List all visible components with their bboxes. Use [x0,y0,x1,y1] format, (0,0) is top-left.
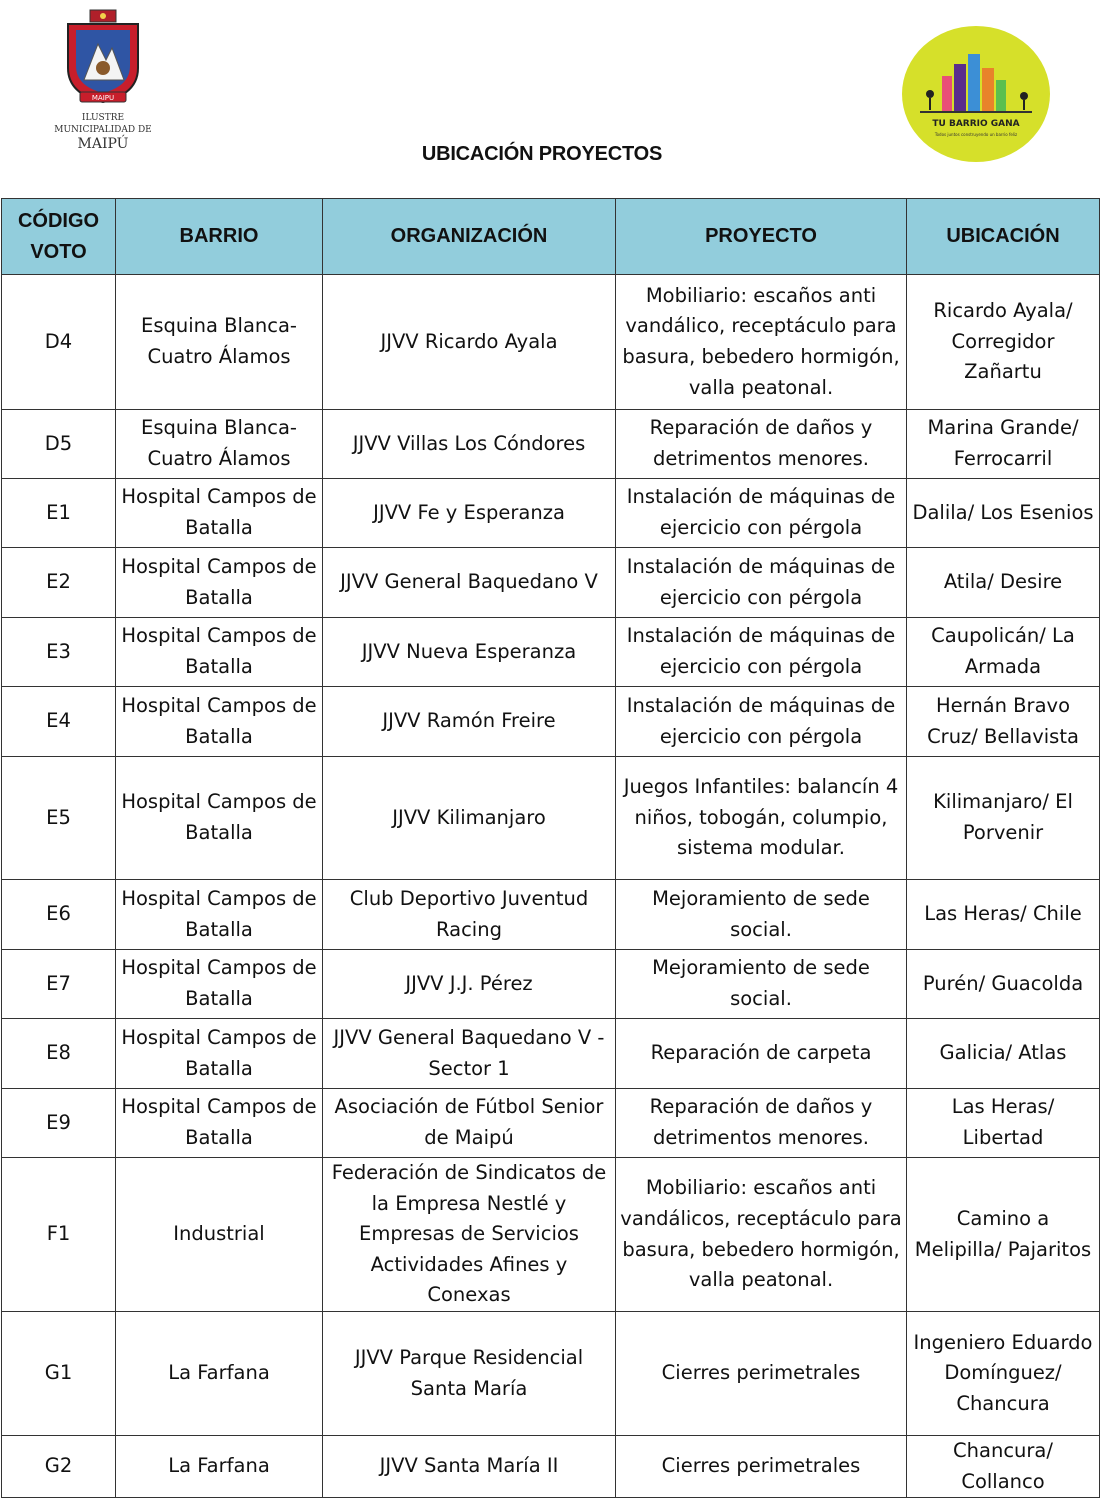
column-header-codigo: CÓDIGO VOTO [2,199,116,275]
cell-codigo: E5 [2,757,116,880]
cell-organizacion: JJVV General Baquedano V [323,548,616,618]
column-header-ubicacion: UBICACIÓN [907,199,1100,275]
table-row [2,1312,1100,1436]
cell-proyecto: Reparación de daños y detrimentos menores. [616,1089,907,1158]
svg-text:MAIPU: MAIPU [91,94,115,102]
column-header-barrio: BARRIO [116,199,323,275]
cell-barrio: La Farfana [116,1436,323,1498]
cell-organizacion: JJVV Fe y Esperanza [323,479,616,548]
cell-barrio: Industrial [116,1158,323,1312]
cell-barrio: La Farfana [116,1312,323,1436]
cell-proyecto: Reparación de daños y detrimentos menores. [616,410,907,479]
cell-proyecto: Instalación de máquinas de ejercicio con pérgola [616,479,907,548]
table-row [2,548,1100,618]
cell-codigo: E3 [2,618,116,687]
cell-ubicacion: Kilimanjaro/ El Porvenir [907,757,1100,880]
municipal-coat-of-arms-icon [48,8,158,153]
table-row [2,479,1100,548]
cell-codigo: E7 [2,950,116,1019]
cell-barrio: Hospital Campos de Batalla [116,618,323,687]
cell-proyecto: Juegos Infantiles: balancín 4 niños, tobogán, columpio, sistema modular. [616,757,907,880]
cell-proyecto: Instalación de máquinas de ejercicio con pérgola [616,618,907,687]
cell-proyecto: Mejoramiento de sede social. [616,880,907,950]
cell-organizacion: JJVV Santa María II [323,1436,616,1498]
table-row [2,275,1100,410]
cell-barrio: Hospital Campos de Batalla [116,950,323,1019]
cell-proyecto: Mobiliario: escaños anti vandálico, receptáculo para basura, bebedero hormigón, valla peatonal. [616,275,907,410]
cell-codigo: E1 [2,479,116,548]
cell-ubicacion: Las Heras/ Libertad [907,1089,1100,1158]
cell-ubicacion: Atila/ Desire [907,548,1100,618]
cell-codigo: E2 [2,548,116,618]
column-header-proyecto: PROYECTO [616,199,907,275]
cell-ubicacion: Hernán Bravo Cruz/ Bellavista [907,687,1100,757]
cell-proyecto: Cierres perimetrales [616,1312,907,1436]
svg-text:MUNICIPALIDAD DE: MUNICIPALIDAD DE [54,125,152,135]
cell-barrio: Hospital Campos de Batalla [116,548,323,618]
cell-codigo: E8 [2,1019,116,1089]
cell-barrio: Hospital Campos de Batalla [116,479,323,548]
table-header-row [2,199,1100,275]
cell-ubicacion: Dalila/ Los Esenios [907,479,1100,548]
cell-barrio: Hospital Campos de Batalla [116,1089,323,1158]
cell-ubicacion: Marina Grande/ Ferrocarril [907,410,1100,479]
cell-codigo: F1 [2,1158,116,1312]
table-row [2,1158,1100,1312]
cell-organizacion: Asociación de Fútbol Senior de Maipú [323,1089,616,1158]
cell-ubicacion: Ingeniero Eduardo Domínguez/ Chancura [907,1312,1100,1436]
cell-ubicacion: Purén/ Guacolda [907,950,1100,1019]
cell-organizacion: JJVV Ramón Freire [323,687,616,757]
cell-organizacion: Federación de Sindicatos de la Empresa Nestlé y Empresas de Servicios Actividades Afines y Conexas [323,1158,616,1312]
cell-barrio: Hospital Campos de Batalla [116,880,323,950]
cell-proyecto: Mobiliario: escaños anti vandálicos, receptáculo para basura, bebedero hormigón, valla peatonal. [616,1158,907,1312]
cell-organizacion: JJVV J.J. Pérez [323,950,616,1019]
table-row [2,1089,1100,1158]
cell-proyecto: Instalación de máquinas de ejercicio con pérgola [616,687,907,757]
page-title: UBICACIÓN PROYECTOS [421,143,663,165]
table-row [2,950,1100,1019]
cell-barrio: Hospital Campos de Batalla [116,687,323,757]
projects-table [1,198,1100,1498]
municipality-logo [48,8,158,153]
cell-organizacion: JJVV Parque Residencial Santa María [323,1312,616,1436]
cell-codigo: D5 [2,410,116,479]
cell-ubicacion: Las Heras/ Chile [907,880,1100,950]
table-row [2,618,1100,687]
cell-barrio: Hospital Campos de Batalla [116,1019,323,1089]
cell-ubicacion: Chancura/ Collanco [907,1436,1100,1498]
cell-barrio: Esquina Blanca-Cuatro Álamos [116,410,323,479]
cell-organizacion: JJVV General Baquedano V - Sector 1 [323,1019,616,1089]
cell-organizacion: JJVV Ricardo Ayala [323,275,616,410]
cell-codigo: G2 [2,1436,116,1498]
cell-organizacion: Club Deportivo Juventud Racing [323,880,616,950]
cell-codigo: E4 [2,687,116,757]
cell-proyecto: Reparación de carpeta [616,1019,907,1089]
table-row [2,757,1100,880]
column-header-organizacion: ORGANIZACIÓN [323,199,616,275]
svg-text:TU BARRIO GANA: TU BARRIO GANA [932,119,1020,129]
cell-proyecto: Mejoramiento de sede social. [616,950,907,1019]
svg-text:ILUSTRE: ILUSTRE [81,113,125,123]
table-row [2,410,1100,479]
cell-ubicacion: Camino a Melipilla/ Pajaritos [907,1158,1100,1312]
svg-text:Todos juntos construyendo un b: Todos juntos construyendo un barrio feliz [934,132,1018,137]
cell-codigo: G1 [2,1312,116,1436]
cell-organizacion: JJVV Villas Los Cóndores [323,410,616,479]
table-row [2,687,1100,757]
cell-proyecto: Instalación de máquinas de ejercicio con pérgola [616,548,907,618]
cell-organizacion: JJVV Nueva Esperanza [323,618,616,687]
table-row [2,1436,1100,1498]
cell-ubicacion: Galicia/ Atlas [907,1019,1100,1089]
table-row [2,1019,1100,1089]
cell-ubicacion: Ricardo Ayala/ Corregidor Zañartu [907,275,1100,410]
cell-ubicacion: Caupolicán/ La Armada [907,618,1100,687]
cell-barrio: Hospital Campos de Batalla [116,757,323,880]
svg-text:MAIPÚ: MAIPÚ [77,136,129,152]
cell-codigo: E9 [2,1089,116,1158]
cell-barrio: Esquina Blanca-Cuatro Álamos [116,275,323,410]
cell-organizacion: JJVV Kilimanjaro [323,757,616,880]
cell-codigo: E6 [2,880,116,950]
cell-proyecto: Cierres perimetrales [616,1436,907,1498]
table-row [2,880,1100,950]
cell-codigo: D4 [2,275,116,410]
